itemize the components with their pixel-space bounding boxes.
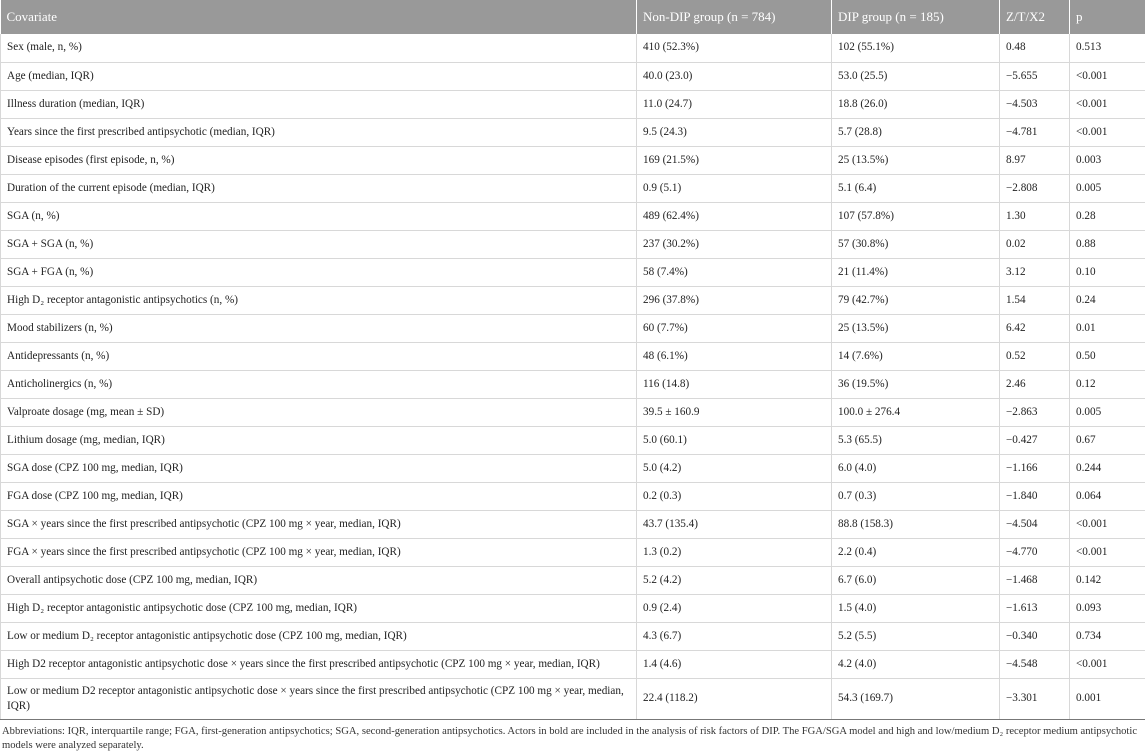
table-row bbox=[1, 342, 1145, 370]
cell-dip: 1.5 (4.0) bbox=[832, 594, 1000, 622]
cell-p: 0.10 bbox=[1070, 258, 1145, 286]
cell-p: 0.01 bbox=[1070, 314, 1145, 342]
cell-stat: 2.46 bbox=[1000, 370, 1070, 398]
cell-dip: 14 (7.6%) bbox=[832, 342, 1000, 370]
table-row bbox=[1, 202, 1145, 230]
cell-nondip: 4.3 (6.7) bbox=[637, 622, 832, 650]
cell-covariate: FGA dose (CPZ 100 mg, median, IQR) bbox=[1, 482, 637, 510]
table-row bbox=[1, 174, 1145, 202]
cell-dip: 107 (57.8%) bbox=[832, 202, 1000, 230]
table-row bbox=[1, 34, 1145, 62]
cell-dip: 36 (19.5%) bbox=[832, 370, 1000, 398]
cell-dip: 2.2 (0.4) bbox=[832, 538, 1000, 566]
cell-p: 0.005 bbox=[1070, 174, 1145, 202]
cell-dip: 5.3 (65.5) bbox=[832, 426, 1000, 454]
cell-stat: 6.42 bbox=[1000, 314, 1070, 342]
table-row bbox=[1, 370, 1145, 398]
cell-p: <0.001 bbox=[1070, 538, 1145, 566]
cell-stat: −1.840 bbox=[1000, 482, 1070, 510]
cell-stat: −4.548 bbox=[1000, 650, 1070, 678]
table-row bbox=[1, 230, 1145, 258]
table-row bbox=[1, 62, 1145, 90]
cell-covariate: SGA dose (CPZ 100 mg, median, IQR) bbox=[1, 454, 637, 482]
table-row bbox=[1, 426, 1145, 454]
cell-dip: 18.8 (26.0) bbox=[832, 90, 1000, 118]
table-row bbox=[1, 538, 1145, 566]
table-row bbox=[1, 482, 1145, 510]
cell-covariate: Sex (male, n, %) bbox=[1, 34, 637, 62]
cell-covariate: High D₂ receptor antagonistic antipsychotics (n, %) bbox=[1, 286, 637, 314]
cell-dip: 25 (13.5%) bbox=[832, 146, 1000, 174]
cell-covariate: Valproate dosage (mg, mean ± SD) bbox=[1, 398, 637, 426]
cell-nondip: 0.2 (0.3) bbox=[637, 482, 832, 510]
cell-p: 0.734 bbox=[1070, 622, 1145, 650]
cell-covariate: SGA + SGA (n, %) bbox=[1, 230, 637, 258]
cell-stat: −5.655 bbox=[1000, 62, 1070, 90]
cell-nondip: 116 (14.8) bbox=[637, 370, 832, 398]
cell-stat: −4.504 bbox=[1000, 510, 1070, 538]
cell-stat: 0.52 bbox=[1000, 342, 1070, 370]
cell-covariate: SGA (n, %) bbox=[1, 202, 637, 230]
cell-p: <0.001 bbox=[1070, 90, 1145, 118]
cell-stat: 1.30 bbox=[1000, 202, 1070, 230]
cell-dip: 53.0 (25.5) bbox=[832, 62, 1000, 90]
table-row bbox=[1, 118, 1145, 146]
cell-nondip: 39.5 ± 160.9 bbox=[637, 398, 832, 426]
cell-nondip: 0.9 (5.1) bbox=[637, 174, 832, 202]
table-row bbox=[1, 90, 1145, 118]
cell-covariate: Disease episodes (first episode, n, %) bbox=[1, 146, 637, 174]
cell-nondip: 58 (7.4%) bbox=[637, 258, 832, 286]
cell-stat: −2.808 bbox=[1000, 174, 1070, 202]
cell-p: 0.142 bbox=[1070, 566, 1145, 594]
cell-nondip: 48 (6.1%) bbox=[637, 342, 832, 370]
cell-stat: 0.02 bbox=[1000, 230, 1070, 258]
cell-dip: 5.2 (5.5) bbox=[832, 622, 1000, 650]
cell-p: 0.064 bbox=[1070, 482, 1145, 510]
cell-nondip: 5.0 (4.2) bbox=[637, 454, 832, 482]
cell-p: 0.24 bbox=[1070, 286, 1145, 314]
cell-nondip: 1.3 (0.2) bbox=[637, 538, 832, 566]
cell-covariate: FGA × years since the first prescribed antipsychotic (CPZ 100 mg × year, median, IQR) bbox=[1, 538, 637, 566]
cell-stat: 8.97 bbox=[1000, 146, 1070, 174]
cell-p: <0.001 bbox=[1070, 650, 1145, 678]
table-row bbox=[1, 314, 1145, 342]
cell-covariate: Duration of the current episode (median, IQR) bbox=[1, 174, 637, 202]
cell-stat: −1.613 bbox=[1000, 594, 1070, 622]
cell-stat: −4.781 bbox=[1000, 118, 1070, 146]
cell-dip: 4.2 (4.0) bbox=[832, 650, 1000, 678]
cell-stat: −4.503 bbox=[1000, 90, 1070, 118]
cell-nondip: 296 (37.8%) bbox=[637, 286, 832, 314]
cell-p: 0.50 bbox=[1070, 342, 1145, 370]
cell-stat: 3.12 bbox=[1000, 258, 1070, 286]
cell-nondip: 43.7 (135.4) bbox=[637, 510, 832, 538]
cell-nondip: 489 (62.4%) bbox=[637, 202, 832, 230]
cell-nondip: 11.0 (24.7) bbox=[637, 90, 832, 118]
cell-p: <0.001 bbox=[1070, 62, 1145, 90]
cell-dip: 6.0 (4.0) bbox=[832, 454, 1000, 482]
cell-covariate: Low or medium D2 receptor antagonistic antipsychotic dose × years since the first prescribed antipsychotic (CPZ 100 mg × year, median, IQR) bbox=[1, 678, 637, 719]
cell-p: 0.001 bbox=[1070, 678, 1145, 719]
cell-dip: 88.8 (158.3) bbox=[832, 510, 1000, 538]
header-nondip: Non-DIP group (n = 784) bbox=[637, 0, 832, 34]
cell-covariate: Illness duration (median, IQR) bbox=[1, 90, 637, 118]
table-row bbox=[1, 622, 1145, 650]
cell-dip: 79 (42.7%) bbox=[832, 286, 1000, 314]
cell-p: 0.244 bbox=[1070, 454, 1145, 482]
header-stat: Z/T/X2 bbox=[1000, 0, 1070, 34]
cell-covariate: High D₂ receptor antagonistic antipsychotic dose (CPZ 100 mg, median, IQR) bbox=[1, 594, 637, 622]
cell-nondip: 5.2 (4.2) bbox=[637, 566, 832, 594]
table-row bbox=[1, 650, 1145, 678]
cell-nondip: 60 (7.7%) bbox=[637, 314, 832, 342]
header-row bbox=[1, 0, 1145, 34]
cell-nondip: 40.0 (23.0) bbox=[637, 62, 832, 90]
cell-dip: 102 (55.1%) bbox=[832, 34, 1000, 62]
cell-p: <0.001 bbox=[1070, 118, 1145, 146]
cell-dip: 57 (30.8%) bbox=[832, 230, 1000, 258]
cell-stat: −1.468 bbox=[1000, 566, 1070, 594]
table-row bbox=[1, 258, 1145, 286]
cell-covariate: Mood stabilizers (n, %) bbox=[1, 314, 637, 342]
cell-stat: −3.301 bbox=[1000, 678, 1070, 719]
cell-covariate: Antidepressants (n, %) bbox=[1, 342, 637, 370]
table-row bbox=[1, 398, 1145, 426]
cell-covariate: Overall antipsychotic dose (CPZ 100 mg, median, IQR) bbox=[1, 566, 637, 594]
cell-dip: 21 (11.4%) bbox=[832, 258, 1000, 286]
cell-covariate: Lithium dosage (mg, median, IQR) bbox=[1, 426, 637, 454]
header-dip: DIP group (n = 185) bbox=[832, 0, 1000, 34]
cell-stat: −0.340 bbox=[1000, 622, 1070, 650]
cell-p: 0.28 bbox=[1070, 202, 1145, 230]
cell-covariate: Anticholinergics (n, %) bbox=[1, 370, 637, 398]
cell-dip: 5.1 (6.4) bbox=[832, 174, 1000, 202]
cell-nondip: 5.0 (60.1) bbox=[637, 426, 832, 454]
cell-stat: −4.770 bbox=[1000, 538, 1070, 566]
cell-p: 0.67 bbox=[1070, 426, 1145, 454]
cell-stat: 1.54 bbox=[1000, 286, 1070, 314]
cell-nondip: 1.4 (4.6) bbox=[637, 650, 832, 678]
cell-covariate: Years since the first prescribed antipsychotic (median, IQR) bbox=[1, 118, 637, 146]
cell-dip: 0.7 (0.3) bbox=[832, 482, 1000, 510]
cell-nondip: 22.4 (118.2) bbox=[637, 678, 832, 719]
cell-covariate: SGA + FGA (n, %) bbox=[1, 258, 637, 286]
cell-covariate: SGA × years since the first prescribed antipsychotic (CPZ 100 mg × year, median, IQR) bbox=[1, 510, 637, 538]
table-footnote: Abbreviations: IQR, interquartile range; FGA, first-generation antipsychotics; SGA, second-generation antipsychotics. Actors in bold are included in the analysis of risk factors of DIP. The FGA/SGA model and high and low/medium D₂ receptor medium antipsychotic models were analyzed separately. bbox=[0, 720, 1145, 753]
cell-stat: −2.863 bbox=[1000, 398, 1070, 426]
cell-nondip: 237 (30.2%) bbox=[637, 230, 832, 258]
cell-dip: 54.3 (169.7) bbox=[832, 678, 1000, 719]
cell-nondip: 169 (21.5%) bbox=[637, 146, 832, 174]
header-p: p bbox=[1070, 0, 1145, 34]
table-body bbox=[1, 34, 1145, 719]
cell-nondip: 9.5 (24.3) bbox=[637, 118, 832, 146]
cell-nondip: 410 (52.3%) bbox=[637, 34, 832, 62]
cell-p: 0.093 bbox=[1070, 594, 1145, 622]
cell-p: 0.513 bbox=[1070, 34, 1145, 62]
cell-covariate: Low or medium D₂ receptor antagonistic antipsychotic dose (CPZ 100 mg, median, IQR) bbox=[1, 622, 637, 650]
cell-dip: 5.7 (28.8) bbox=[832, 118, 1000, 146]
cell-dip: 25 (13.5%) bbox=[832, 314, 1000, 342]
table-row bbox=[1, 566, 1145, 594]
cell-stat: −0.427 bbox=[1000, 426, 1070, 454]
cell-dip: 6.7 (6.0) bbox=[832, 566, 1000, 594]
cell-dip: 100.0 ± 276.4 bbox=[832, 398, 1000, 426]
table-row bbox=[1, 146, 1145, 174]
table-row bbox=[1, 454, 1145, 482]
table-row bbox=[1, 510, 1145, 538]
header-covariate: Covariate bbox=[1, 0, 637, 34]
cell-nondip: 0.9 (2.4) bbox=[637, 594, 832, 622]
cell-stat: −1.166 bbox=[1000, 454, 1070, 482]
cell-p: 0.88 bbox=[1070, 230, 1145, 258]
cell-p: 0.003 bbox=[1070, 146, 1145, 174]
cell-covariate: Age (median, IQR) bbox=[1, 62, 637, 90]
cell-p: 0.12 bbox=[1070, 370, 1145, 398]
cell-p: <0.001 bbox=[1070, 510, 1145, 538]
table-header bbox=[1, 0, 1145, 34]
cell-p: 0.005 bbox=[1070, 398, 1145, 426]
table-row bbox=[1, 286, 1145, 314]
cell-stat: 0.48 bbox=[1000, 34, 1070, 62]
table-row bbox=[1, 678, 1145, 719]
cell-covariate: High D2 receptor antagonistic antipsychotic dose × years since the first prescribed antipsychotic (CPZ 100 mg × year, median, IQR) bbox=[1, 650, 637, 678]
table-row bbox=[1, 594, 1145, 622]
